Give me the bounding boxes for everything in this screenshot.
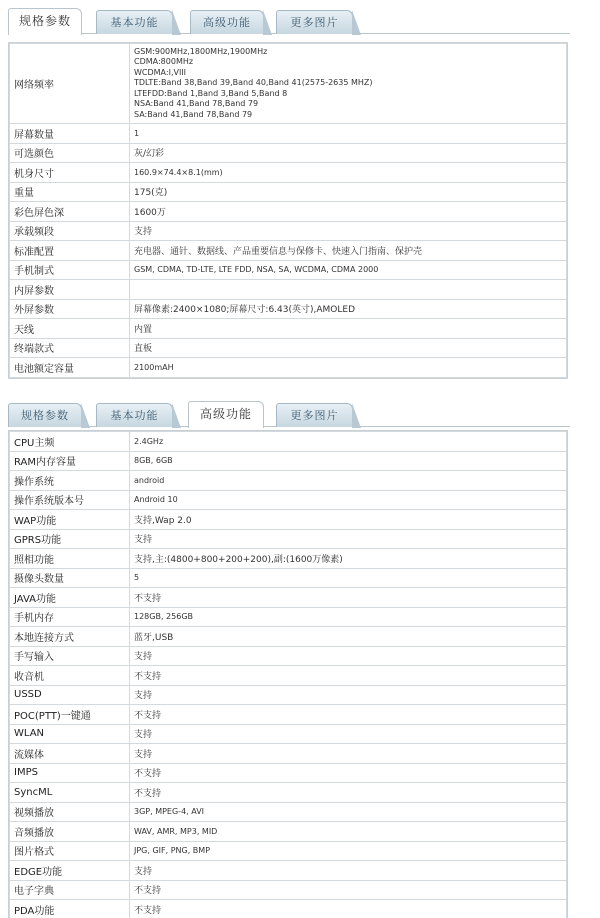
- row-value: 175(克): [130, 182, 567, 202]
- row-label: SyncML: [10, 783, 130, 803]
- table-row: [10, 163, 567, 183]
- table-row: [10, 861, 567, 881]
- row-label: 可选颜色: [10, 143, 130, 163]
- row-label: 电池额定容量: [10, 358, 130, 378]
- table-row: [10, 666, 567, 686]
- table-row: [10, 451, 567, 471]
- tab-bar-top: [8, 8, 570, 34]
- row-label: 音频播放: [10, 822, 130, 842]
- row-value: 不支持: [130, 880, 567, 900]
- row-value: 2.4GHz: [130, 432, 567, 452]
- table-row: [10, 763, 567, 783]
- table-row: [10, 705, 567, 725]
- table-row: [10, 44, 567, 124]
- row-value: 3GP, MPEG-4, AVI: [130, 802, 567, 822]
- row-value: 不支持: [130, 705, 567, 725]
- row-label: 外屏参数: [10, 299, 130, 319]
- row-value: 8GB, 6GB: [130, 451, 567, 471]
- row-value: [130, 280, 567, 300]
- row-value: 不支持: [130, 763, 567, 783]
- table-row: [10, 510, 567, 530]
- row-value: 直板: [130, 338, 567, 358]
- row-label: CPU主频: [10, 432, 130, 452]
- row-label: 操作系统: [10, 471, 130, 491]
- row-value: GSM, CDMA, TD-LTE, LTE FDD, NSA, SA, WCDMA, CDMA 2000: [130, 260, 567, 280]
- row-label: PDA功能: [10, 900, 130, 918]
- row-label: JAVA功能: [10, 588, 130, 608]
- table-row: [10, 299, 567, 319]
- row-value: 不支持: [130, 588, 567, 608]
- tab-more-images[interactable]: 更多图片: [276, 10, 353, 34]
- advanced-table-box: [8, 430, 568, 918]
- table-row: [10, 822, 567, 842]
- tab-bar-bottom: [8, 401, 570, 427]
- row-label: 重量: [10, 182, 130, 202]
- tab-advanced[interactable]: 高级功能: [190, 10, 264, 34]
- row-value: 5: [130, 568, 567, 588]
- advanced-table: [9, 431, 567, 918]
- row-label: 电子字典: [10, 880, 130, 900]
- row-value: 支持: [130, 744, 567, 764]
- table-row: [10, 646, 567, 666]
- row-label: 标准配置: [10, 241, 130, 261]
- row-value: 支持: [130, 221, 567, 241]
- row-value: GSM:900MHz,1800MHz,1900MHz CDMA:800MHz WCDMA:I,VIII TDLTE:Band 38,Band 39,Band 40,Band 41(2575-2635 MHZ) LTEFDD:Band 1,Band 3,Band 5,Band 8 NSA:Band 41,Band 78,Band 79 SA:Band 41,Band 78,Band 79: [130, 44, 567, 124]
- table-row: [10, 280, 567, 300]
- table-row: [10, 568, 567, 588]
- row-label: 收音机: [10, 666, 130, 686]
- row-value: 2100mAH: [130, 358, 567, 378]
- table-row: [10, 627, 567, 647]
- row-value: JPG, GIF, PNG, BMP: [130, 841, 567, 861]
- row-value: 160.9×74.4×8.1(mm): [130, 163, 567, 183]
- row-value: 支持: [130, 724, 567, 744]
- table-row: [10, 880, 567, 900]
- table-row: [10, 338, 567, 358]
- row-label: 视频播放: [10, 802, 130, 822]
- table-row: [10, 319, 567, 339]
- tab-basic[interactable]: 基本功能: [96, 403, 173, 427]
- tab-specs[interactable]: 规格参数: [8, 8, 82, 35]
- row-label: POC(PTT)一键通: [10, 705, 130, 725]
- row-value: android: [130, 471, 567, 491]
- table-row: [10, 124, 567, 144]
- row-label: 图片格式: [10, 841, 130, 861]
- table-row: [10, 182, 567, 202]
- row-label: IMPS: [10, 763, 130, 783]
- row-label: 网络频率: [10, 44, 130, 124]
- tab-more-images[interactable]: 更多图片: [276, 403, 353, 427]
- row-label: 手写输入: [10, 646, 130, 666]
- row-label: EDGE功能: [10, 861, 130, 881]
- row-value: 不支持: [130, 900, 567, 918]
- row-label: 手机制式: [10, 260, 130, 280]
- row-value: 支持: [130, 529, 567, 549]
- row-label: WAP功能: [10, 510, 130, 530]
- table-row: [10, 783, 567, 803]
- row-value: 内置: [130, 319, 567, 339]
- table-row: [10, 802, 567, 822]
- row-label: 机身尺寸: [10, 163, 130, 183]
- row-value: 支持,Wap 2.0: [130, 510, 567, 530]
- row-value: Android 10: [130, 490, 567, 510]
- spec-table: [9, 43, 567, 378]
- row-label: 操作系统版本号: [10, 490, 130, 510]
- row-label: 照相功能: [10, 549, 130, 569]
- row-label: 终端款式: [10, 338, 130, 358]
- row-label: 摄像头数量: [10, 568, 130, 588]
- row-label: 承载频段: [10, 221, 130, 241]
- tab-advanced[interactable]: 高级功能: [188, 401, 264, 428]
- row-value: 不支持: [130, 783, 567, 803]
- row-label: 彩色屏色深: [10, 202, 130, 222]
- row-label: 手机内存: [10, 607, 130, 627]
- table-row: [10, 588, 567, 608]
- row-value: 充电器、通针、数据线、产品重要信息与保修卡、快速入门指南、保护壳: [130, 241, 567, 261]
- advanced-panel: [0, 393, 600, 918]
- row-label: USSD: [10, 685, 130, 705]
- table-row: [10, 260, 567, 280]
- row-label: 流媒体: [10, 744, 130, 764]
- row-value: 1: [130, 124, 567, 144]
- table-row: [10, 471, 567, 491]
- row-value: 1600万: [130, 202, 567, 222]
- spec-panel: [0, 0, 600, 392]
- row-value: 支持: [130, 646, 567, 666]
- row-value: 不支持: [130, 666, 567, 686]
- table-row: [10, 744, 567, 764]
- row-label: WLAN: [10, 724, 130, 744]
- table-row: [10, 900, 567, 918]
- table-row: [10, 358, 567, 378]
- tab-basic[interactable]: 基本功能: [96, 10, 173, 34]
- table-row: [10, 724, 567, 744]
- spec-table-box: [8, 42, 568, 379]
- tab-specs[interactable]: 规格参数: [8, 403, 82, 427]
- table-row: [10, 685, 567, 705]
- row-value: 128GB, 256GB: [130, 607, 567, 627]
- row-label: RAM内存容量: [10, 451, 130, 471]
- row-value: 屏幕像素:2400×1080;屏幕尺寸:6.43(英寸),AMOLED: [130, 299, 567, 319]
- table-row: [10, 529, 567, 549]
- table-row: [10, 241, 567, 261]
- row-value: WAV, AMR, MP3, MID: [130, 822, 567, 842]
- row-label: GPRS功能: [10, 529, 130, 549]
- row-value: 支持: [130, 861, 567, 881]
- row-label: 内屏参数: [10, 280, 130, 300]
- table-row: [10, 841, 567, 861]
- row-label: 天线: [10, 319, 130, 339]
- table-row: [10, 202, 567, 222]
- row-value: 蓝牙,USB: [130, 627, 567, 647]
- row-label: 本地连接方式: [10, 627, 130, 647]
- table-row: [10, 221, 567, 241]
- table-row: [10, 143, 567, 163]
- row-value: 灰/幻彩: [130, 143, 567, 163]
- row-value: 支持: [130, 685, 567, 705]
- row-label: 屏幕数量: [10, 124, 130, 144]
- table-row: [10, 490, 567, 510]
- row-value: 支持,主:(4800+800+200+200),副:(1600万像素): [130, 549, 567, 569]
- table-row: [10, 607, 567, 627]
- table-row: [10, 432, 567, 452]
- table-row: [10, 549, 567, 569]
